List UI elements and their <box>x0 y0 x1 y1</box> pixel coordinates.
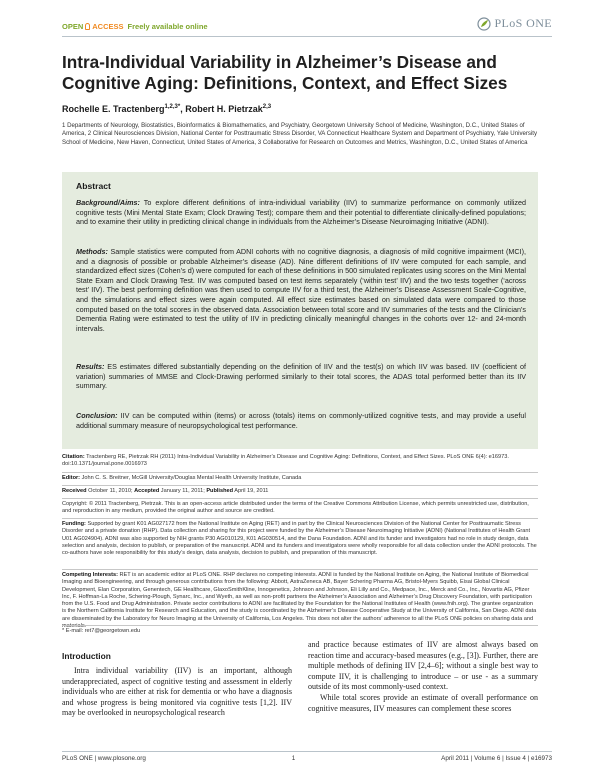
author-affiliation-sup: 2,3 <box>262 104 272 110</box>
abstract-label: Conclusion: <box>76 411 118 420</box>
meta-divider <box>62 518 538 519</box>
freely-available-text: Freely available online <box>127 22 208 31</box>
meta-label: Competing Interests: <box>62 572 118 578</box>
body-column-right <box>308 640 538 714</box>
meta-label: Received <box>62 488 87 494</box>
abstract-label: Methods: <box>76 247 108 256</box>
meta-divider <box>62 569 538 570</box>
abstract-text: IIV can be computed within (items) or across (totals) items on commonly-utilized cognitive tests, and may provide a useful additional summary measure of neuropsychological test performance. <box>76 411 526 430</box>
funding <box>62 521 538 557</box>
corresponding-email: * E-mail: ret7@georgetown.edu <box>62 628 141 634</box>
abstract-label: Results: <box>76 362 105 371</box>
meta-divider <box>62 498 538 499</box>
footer-divider <box>62 751 552 752</box>
author-name: Robert H. Pietrzak <box>185 104 263 114</box>
abstract-box <box>62 172 538 449</box>
page-footer <box>62 755 552 762</box>
meta-divider <box>62 625 538 626</box>
header-divider <box>62 36 552 37</box>
author-name: Rochelle E. Tractenberg <box>62 104 165 114</box>
author-separator: , <box>180 104 186 114</box>
abstract-heading: Abstract <box>76 181 111 191</box>
abstract-text: To explore different definitions of intra-individual variability (IIV) to summarize performance on commonly utilized cognitive tests (Mini Mental State Exam; Clock Drawing Test); compare them and their potential to differentiate clinically-defined populations; and to examine their utility in predicting clinical change in individuals from the Alzheimer’s Disease Neuroimaging Initiative (ADNI). <box>76 198 526 227</box>
author-affiliation-sup: 1,2,3 <box>164 104 178 110</box>
meta-text: April 19, 2011 <box>233 488 269 494</box>
citation <box>62 454 538 469</box>
meta-divider <box>62 485 538 486</box>
oa-word: ACCESS <box>92 22 124 31</box>
meta-text: RET is an academic editor at PLoS ONE. RHP declares no competing interests. ADNI is funded by the National Institute on Aging, the National Institute of Biomedical Imaging and Bioengineering, and through generous contributions from the following: Abbott, AstraZeneca AB, Bayer Schering Pharma AG, Bristol-Myers Squibb, Eisai Global Clinical Development, Elan Corporation, Genentech, GE Healthcare, GlaxoSmithKline, Innogenetics, Johnson and Johnson, Eli Lilly and Co., Medpace, Inc., Merck and Co., Inc., Novartis AG, Pfizer Inc, F. Hoffman-La Roche, Schering-Plough, Synarc, Inc., and Wyeth, as well as non-profit partners the Alzheimer’s Association and Alzheimer’s Drug Discovery Foundation, with participation from the U.S. Food and Drug Administration. Private sector contributions to ADNI are facilitated by the Foundation for the National Institutes of Health (www.fnih.org). The grantee organization is the Northern California Institute for Research and Education, and the study is coordinated by the Alzheimer’s Disease Cooperative Study at the University of California, San Diego. ADNI data are disseminated by the Laboratory for Neuro Imaging at the University of California, Los Angeles. This does not alter the authors’ adherence to all the PLoS ONE policies on sharing data and materials. <box>62 572 537 630</box>
affiliations: 1 Departments of Neurology, Biostatistics, Bioinformatics & Biomathematics, and Psychiatry, Georgetown University School of Medicine, Washington, D.C., United States of America, 2 Clinical Neurosciences Division, National Center for Posttraumatic Stress Disorder, VA Connecticut Healthcare System and Department of Psychiatry, Yale University School of Medicine, New Haven, Connecticut, United States of America, 3 Collaborative for Research on Outcomes and Metrics, Washington, D.C., United States of America <box>62 122 538 146</box>
meta-label: Editor: <box>62 475 81 481</box>
section-heading-introduction: Introduction <box>62 651 111 661</box>
editor <box>62 475 538 482</box>
meta-text: John C. S. Breitner, McGill University/Douglas Mental Health University Institute, Canada <box>80 475 302 481</box>
article-title: Intra-Individual Variability in Alzheimer’s Disease and Cognitive Aging: Definitions, Context, and Effect Sizes <box>62 52 508 93</box>
abstract-text: ES estimates differed substantially depending on the definition of IIV and the test(s) on which IIV was based. IIV (coefficient of variation) summaries of MMSE and Clock-Drawing performed similarly to their total scores, the ADAS total performed better than its IIV summary. <box>76 362 526 391</box>
meta-text: Tractenberg RE, Pietrzak RH (2011) Intra-Individual Variability in Alzheimer’s Disease and Cognitive Aging: Definitions, Context, and Effect Sizes. PLoS ONE 6(4): e16973. doi:10.1371/journal.pone.0016973 <box>62 454 509 468</box>
open-lock-icon <box>85 23 90 30</box>
open-access-mark <box>62 22 124 31</box>
body-column-left <box>62 666 292 719</box>
copyright: Copyright: © 2011 Tractenberg, Pietrzak. This is an open-access article distributed under the terms of the Creative Commons Attribution License, which permits unrestricted use, distribution, and reproduction in any medium, provided the original author and source are credited. <box>62 501 529 515</box>
meta-label: Accepted <box>134 488 160 494</box>
footer-journal: PLoS ONE | www.plosone.org <box>62 755 146 762</box>
body-paragraph: Intra individual variability (IIV) is an important, although underappreciated, aspect of cognitive testing and assessment in elderly individuals who are either at risk for dementia or who have a diagnosis and whose progress is being monitored via cognitive tests [1,2]. IIV may be overlooked in neuropsychological research <box>62 666 292 718</box>
abstract-conclusion <box>76 411 526 430</box>
dates <box>62 488 538 495</box>
meta-label: Funding: <box>62 521 86 527</box>
open-access-banner <box>62 22 208 31</box>
abstract-label: Background/Aims: <box>76 198 140 207</box>
meta-text: January 11, 2011; <box>159 488 207 494</box>
plos-leaf-icon <box>477 17 491 31</box>
abstract-results <box>76 362 526 391</box>
meta-divider <box>62 472 538 473</box>
meta-label: Citation: <box>62 454 85 460</box>
abstract-text: Sample statistics were computed from ADNI cohorts with no cognitive diagnosis, a diagnosis of mild cognitive impairment (MCI), and a diagnosis of possible or probable Alzheimer’s disease (AD). Nine different definitions of IIV were computed for each sample, and standardized effect sizes (Cohen’s d) were computed for each of these definitions in 500 simulated replicates using scores on the Mini Mental State Exam and Clock Drawing Test. IIV was computed based on test items separately (‘within test’ IIV) and the two tests together (‘across test’ IIV). The best performing definition was then used to compute IIV for a third test, the Alzheimer’s Disease Assessment Scale-Cognitive, and the simulations and effect sizes were again computed. All effect size estimates based on simulated data were compared to those computed based on the total scores in the observed data. Association between total score and IIV summaries of the tests and the Clinician’s Dementia Rating were estimated to test the utility of IIV in predicting clinically meaningful changes in the cohorts over 12- and 24-month intervals. <box>76 247 526 333</box>
journal-logo <box>477 16 552 31</box>
body-paragraph: and practice because estimates of IIV are almost always based on reaction time and accuracy-based measures (e.g., [3]). Further, there are multiple methods of defining IIV [2,4–6]; without a single best way to compute IIV, it is challenging to introduce – or use - as a summary outside of its most commonly-used context. <box>308 640 538 692</box>
meta-label: Published <box>206 488 234 494</box>
body-paragraph: While total scores provide an estimate of overall performance on cognitive measures, IIV measures can complement these scores <box>308 692 538 713</box>
corresponding-mark: * <box>177 104 181 110</box>
meta-text: Supported by grant K01 AG027172 from the National Institute on Aging (RET) and in part by the Clinical Neurosciences Division of the National Center for Posttraumatic Stress Disorder and a private donation (RHP). Data collection and sharing for this project were funded by the Alzheimer’s Disease Neuroimaging Initiative (ADNI) (National Institutes of Health Grant U01 AG024904). ADNI was also supported by NIH grants P30 AG010129, K01 AG030514, and the Dana Foundation. ADNI and its funder and investigators had no role in study design, data selection and analysis, decision to publish, or preparation of the manuscript. ADNI and its funders and investigators were wholly responsible for all data collection under the ADNI protocols. The co-authors have sole responsibility for this study’s design, data analysis, decision to publish, and preparation of this manuscript. <box>62 521 537 557</box>
oa-prefix: OPEN <box>62 22 84 31</box>
footer-issue: April 2011 | Volume 6 | Issue 4 | e16973 <box>441 755 552 762</box>
journal-logo-text: PLoS ONE <box>494 16 552 30</box>
author-list <box>62 104 271 114</box>
meta-text: October 11, 2010; <box>86 488 135 494</box>
abstract-methods <box>76 247 526 333</box>
abstract-background <box>76 198 526 227</box>
competing-interests <box>62 572 538 630</box>
page-number: 1 <box>291 755 296 762</box>
